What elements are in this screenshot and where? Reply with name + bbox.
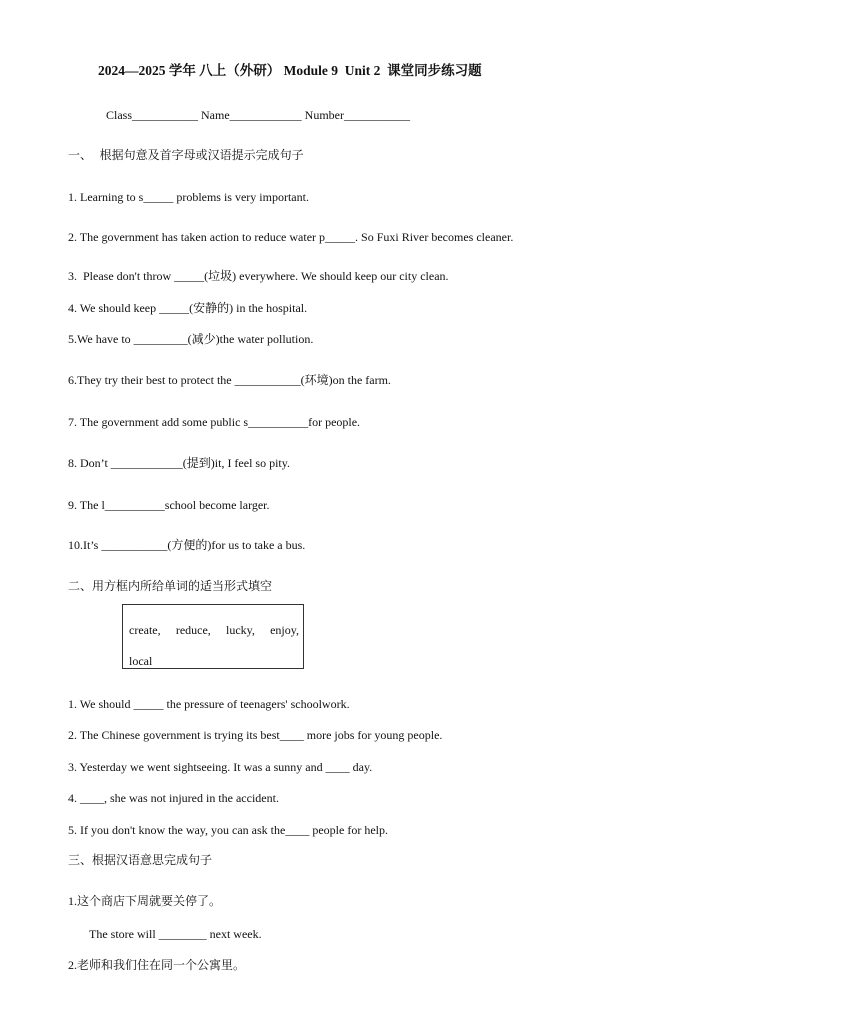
section-1-item: 10.It’s ___________(方便的)for us to take a bus.	[68, 538, 306, 552]
section-3-chinese-sentence: 2.老师和我们住在同一个公寓里。	[68, 958, 246, 972]
word-bank-box	[122, 604, 304, 669]
section-2-heading: 二、用方框内所给单词的适当形式填空	[68, 579, 273, 593]
section-1-item: 8. Don’t ____________(提到)it, I feel so pity.	[68, 456, 290, 470]
section-2-item: 5. If you don't know the way, you can ask the____ people for help.	[68, 823, 388, 837]
page-title: 2024—2025 学年 八上（外研） Module 9 Unit 2 课堂同步练习题	[98, 63, 482, 78]
section-1-heading: 一、 根据句意及首字母或汉语提示完成句子	[68, 148, 304, 162]
section-1-item: 4. We should keep _____(安静的) in the hospital.	[68, 301, 308, 315]
section-1-item: 2. The government has taken action to reduce water p_____. So Fuxi River becomes cleaner.	[68, 230, 514, 244]
section-2-item: 3. Yesterday we went sightseeing. It was a sunny and ____ day.	[68, 760, 373, 774]
section-1-item: 1. Learning to s_____ problems is very important.	[68, 190, 309, 204]
section-1-item: 5.We have to _________(减少)the water pollution.	[68, 332, 314, 346]
section-1-item: 7. The government add some public s__________for people.	[68, 415, 361, 429]
section-1-item: 3. Please don't throw _____(垃圾) everywhere. We should keep our city clean.	[68, 269, 449, 283]
section-1-item: 9. The l__________school become larger.	[68, 498, 270, 512]
section-2-item: 4. ____, she was not injured in the accident.	[68, 791, 279, 805]
word-bank-word: lucky,	[226, 623, 255, 637]
word-bank-word: reduce,	[175, 623, 211, 637]
section-3-heading: 三、根据汉语意思完成句子	[68, 853, 213, 867]
word-bank-row	[129, 623, 299, 638]
word-bank-word: local	[129, 654, 153, 668]
section-2-item: 1. We should _____ the pressure of teenagers' schoolwork.	[68, 697, 350, 711]
section-2-item: 2. The Chinese government is trying its best____ more jobs for young people.	[68, 728, 443, 742]
word-bank-word: enjoy,	[270, 623, 299, 637]
student-info-line: Class___________ Name____________ Number___________	[106, 108, 410, 122]
section-1-item: 6.They try their best to protect the ___________(环境)on the farm.	[68, 373, 391, 387]
section-3-chinese-sentence: 1.这个商店下周就要关停了。	[68, 894, 222, 908]
word-bank-word: create,	[129, 623, 161, 637]
section-3-english-sentence: The store will ________ next week.	[89, 927, 262, 941]
